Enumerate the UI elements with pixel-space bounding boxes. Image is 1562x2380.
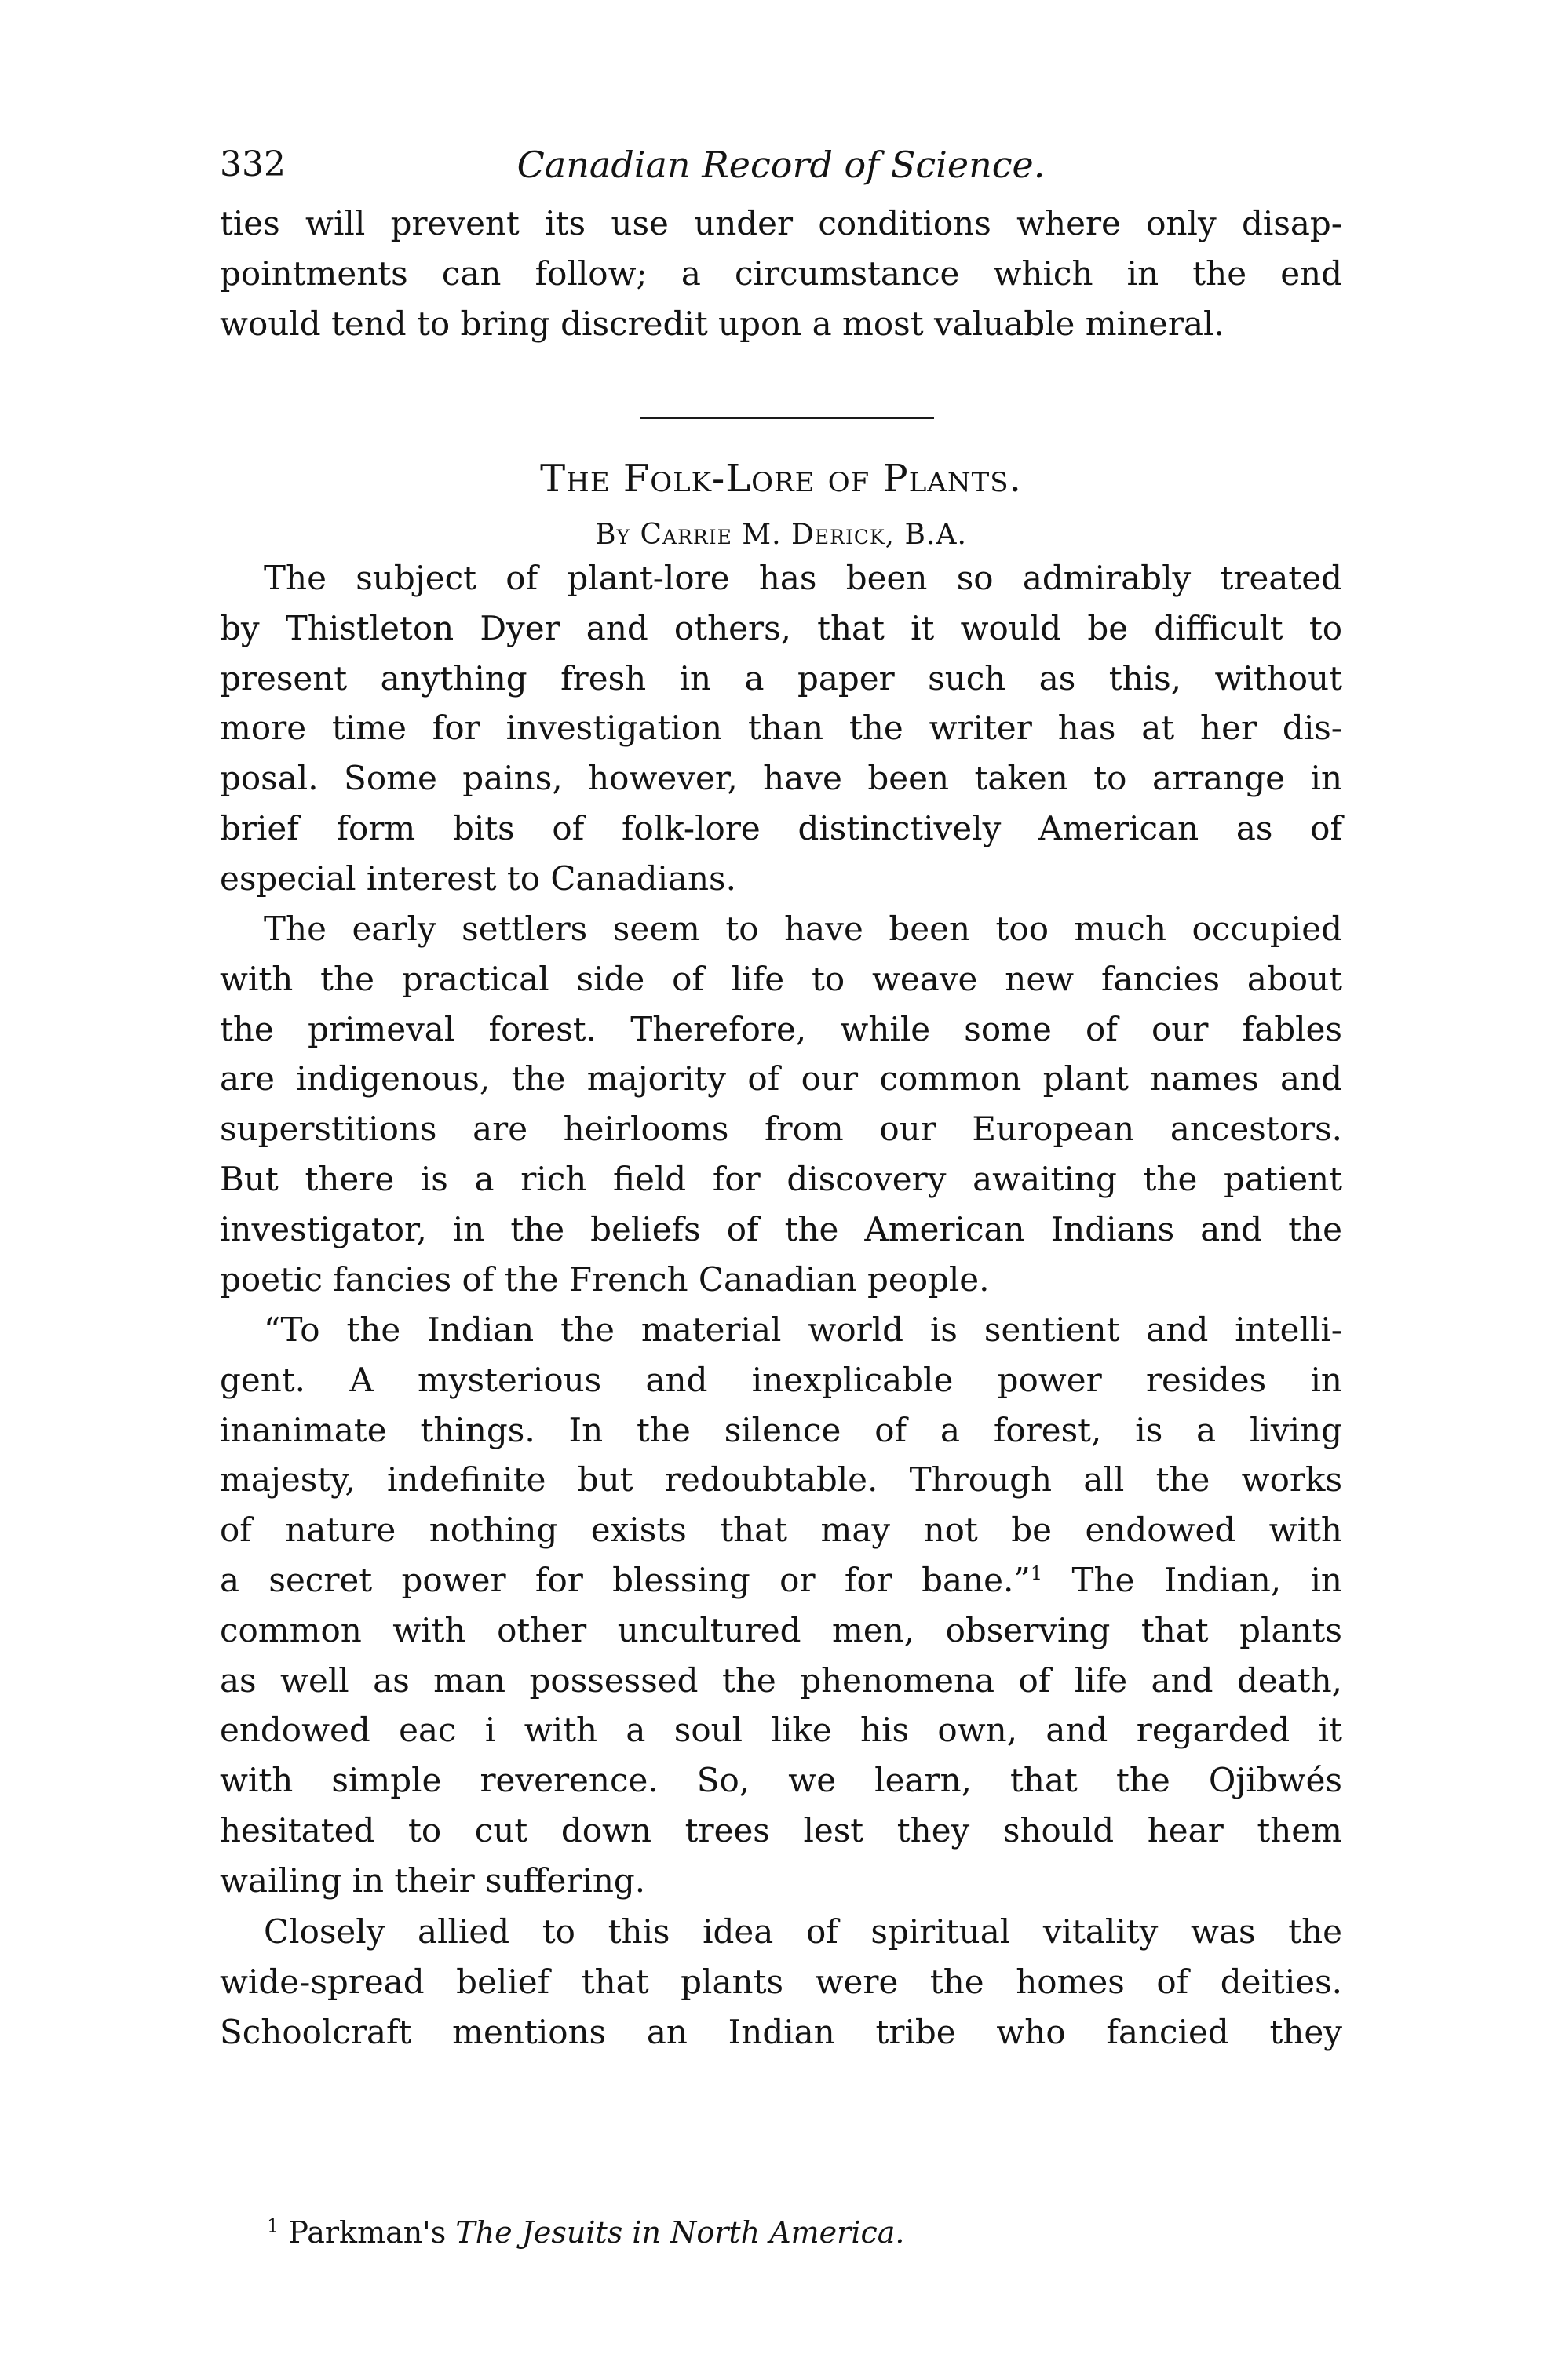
text-line: investigator, in the beliefs of the American Indians and the bbox=[220, 1209, 1342, 1248]
footnote-author: Parkman's bbox=[288, 2215, 447, 2250]
section-divider bbox=[640, 417, 934, 419]
text-line: with the practical side of life to weave new fancies about bbox=[220, 959, 1342, 998]
text-line: endowed eac i with a soul like his own, and regarded it bbox=[220, 1711, 1342, 1750]
paragraph-1 bbox=[220, 553, 1342, 904]
text-line: Schoolcraft mentions an Indian tribe who fancied they bbox=[220, 2012, 1342, 2051]
text-line: inanimate things. In the silence of a forest, is a living bbox=[220, 1410, 1342, 1449]
text-line: posal. Some pains, however, have been taken to arrange in bbox=[220, 759, 1342, 798]
text-line: especial interest to Canadians. bbox=[220, 858, 736, 898]
text-line: superstitions are heirlooms from our European ancestors. bbox=[220, 1110, 1342, 1149]
page-number: 332 bbox=[220, 144, 286, 184]
article-byline: By Carrie M. Derick, B.A. bbox=[595, 519, 967, 551]
text-line: wide-spread belief that plants were the homes of deities. bbox=[220, 1962, 1342, 2001]
text-line: common with other uncultured men, observing that plants bbox=[220, 1610, 1342, 1649]
running-head bbox=[220, 137, 1342, 192]
journal-title: Canadian Record of Science. bbox=[516, 144, 1046, 186]
text-line: The subject of plant-lore has been so admirably treated bbox=[264, 559, 1342, 597]
footnote-number: 1 bbox=[267, 2214, 279, 2237]
paragraph-2 bbox=[220, 904, 1342, 1304]
article-title: The Folk-Lore of Plants. bbox=[540, 457, 1022, 501]
text-line: majesty, indefinite but redoubtable. Through all the works bbox=[220, 1460, 1342, 1500]
text-line: wailing in their suffering. bbox=[220, 1861, 646, 1900]
line-continuation: The Indian, in bbox=[1071, 1560, 1342, 1599]
text-line: would tend to bring discredit upon a most valuable mineral. bbox=[220, 304, 1224, 343]
text-line: present anything fresh in a paper such as this, without bbox=[220, 658, 1342, 698]
text-line: Closely allied to this idea of spiritual vitality was the bbox=[264, 1912, 1342, 1951]
text-line: But there is a rich field for discovery awaiting the patient bbox=[220, 1159, 1342, 1198]
text-line: gent. A mysterious and inexplicable power resides in bbox=[220, 1360, 1342, 1399]
text-line: brief form bits of folk-lore distinctively American as of bbox=[220, 808, 1342, 847]
text-line: “To the Indian the material world is sentient and intelli- bbox=[264, 1310, 1342, 1349]
footnote-work-title: The Jesuits in North America. bbox=[455, 2215, 905, 2250]
continuation-paragraph bbox=[220, 199, 1342, 348]
text-line: as well as man possessed the phenomena of life and death, bbox=[220, 1660, 1342, 1700]
text-line: of nature nothing exists that may not be endowed with bbox=[220, 1511, 1342, 1550]
footnote-marker: 1 bbox=[1030, 1562, 1043, 1584]
paragraph-3 bbox=[220, 1305, 1342, 1906]
text-line: ties will prevent its use under conditions where only disap- bbox=[220, 204, 1342, 242]
footnote bbox=[267, 2209, 905, 2256]
text-line: the primeval forest. Therefore, while some of our fables bbox=[220, 1009, 1342, 1048]
text-line: by Thistleton Dyer and others, that it would be difficult to bbox=[220, 608, 1342, 647]
text-line: hesitated to cut down trees lest they should hear them bbox=[220, 1810, 1342, 1850]
text-line: more time for investigation than the writer has at her dis- bbox=[220, 709, 1342, 748]
text-line: pointments can follow; a circumstance which in the end bbox=[220, 253, 1342, 293]
text-line: poetic fancies of the French Canadian people. bbox=[220, 1259, 990, 1299]
quote-end: a secret power for blessing or for bane.” bbox=[220, 1560, 1031, 1599]
text-line: with simple reverence. So, we learn, that the Ojibwés bbox=[220, 1761, 1342, 1800]
paragraph-4 bbox=[220, 1907, 1342, 2057]
text-line-with-footnote bbox=[220, 1555, 1342, 1605]
text-line: are indigenous, the majority of our common plant names and bbox=[220, 1059, 1342, 1099]
text-line: The early settlers seem to have been too much occupied bbox=[264, 909, 1342, 948]
